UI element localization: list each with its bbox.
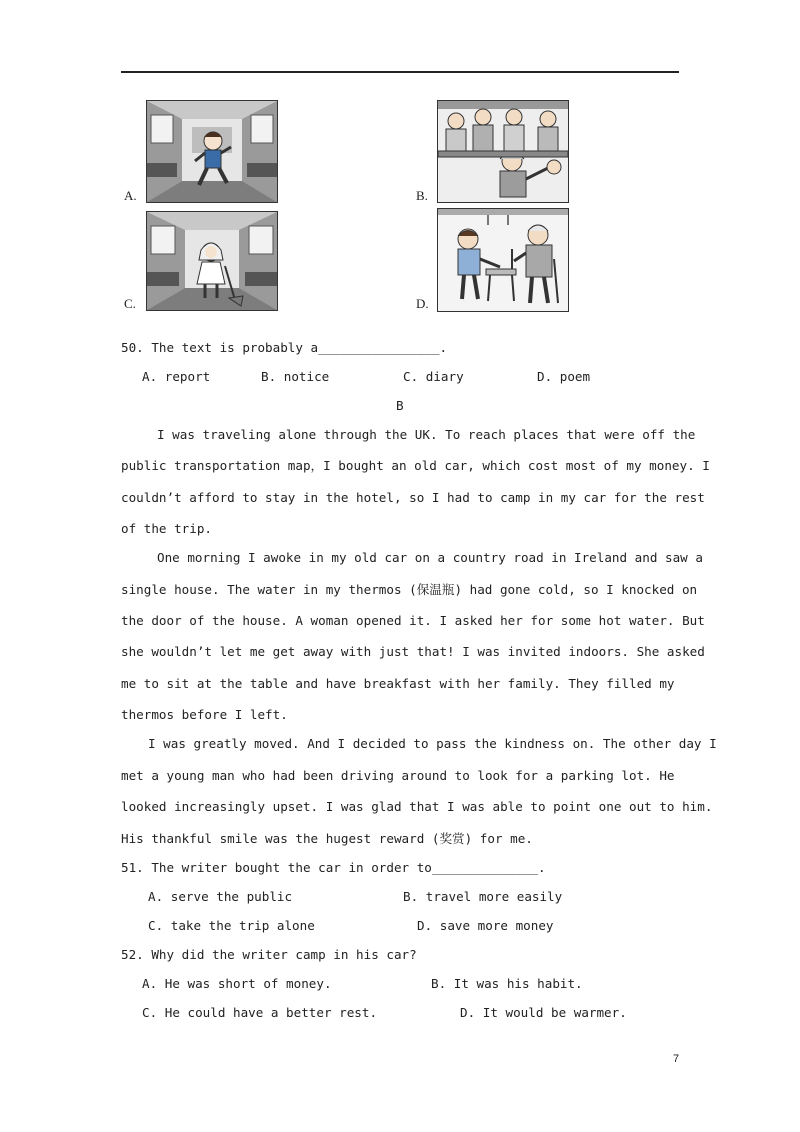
passage-line: His thankful smile was the hugest reward (奖赏) for me. xyxy=(121,831,533,846)
passage-line: of the trip. xyxy=(121,521,212,536)
picture-d-label: D. xyxy=(416,296,429,311)
q51-option-d: D. save more money xyxy=(417,918,554,933)
boy-helping-old-man-icon xyxy=(438,209,568,311)
q51-option-c: C. take the trip alone xyxy=(148,918,315,933)
q51-stem: 51. The writer bought the car in order to______________. xyxy=(121,860,546,875)
passage-line: public transportation map，I bought an old car, which cost most of my money. I xyxy=(121,458,710,473)
q52-option-d: D. It would be warmer. xyxy=(460,1005,627,1020)
page-number: 7 xyxy=(673,1053,680,1065)
q51-option-a: A. serve the public xyxy=(148,889,293,904)
section-heading: B xyxy=(396,398,404,413)
q51-option-b: B. travel more easily xyxy=(403,889,563,904)
picture-c xyxy=(146,211,278,311)
q50-option-d: D. poem xyxy=(537,369,591,384)
girl-sweeping-train-icon xyxy=(147,212,277,310)
q52-option-c: C. He could have a better rest. xyxy=(142,1005,378,1020)
passage-line: the door of the house. A woman opened it. I asked her for some hot water. But xyxy=(121,613,705,628)
q50-option-c: C. diary xyxy=(403,369,464,384)
picture-b-label: B. xyxy=(416,188,428,203)
passage-line: she wouldn’t let me get away with just that! I was invited indoors. She asked xyxy=(121,644,705,659)
passage-line: looked increasingly upset. I was glad that I was able to point one out to him. xyxy=(121,799,713,814)
passage-line: One morning I awoke in my old car on a country road in Ireland and saw a xyxy=(157,550,703,565)
top-rule xyxy=(121,71,679,73)
passage-line: couldn’t afford to stay in the hotel, so I had to camp in my car for the rest xyxy=(121,490,705,505)
picture-a xyxy=(146,100,278,203)
q50-stem: 50. The text is probably a________________. xyxy=(121,340,448,355)
passengers-on-bus-icon xyxy=(438,101,568,202)
passage-line: single house. The water in my thermos (保温瓶) had gone cold, so I knocked on xyxy=(121,582,698,597)
passage-line: I was greatly moved. And I decided to pass the kindness on. The other day I xyxy=(148,736,717,751)
passage-line: thermos before I left. xyxy=(121,707,288,722)
q50-option-b: B. notice xyxy=(261,369,330,384)
picture-d xyxy=(437,208,569,312)
picture-c-label: C. xyxy=(124,296,136,311)
passage-line: I was traveling alone through the UK. To reach places that were off the xyxy=(157,427,696,442)
passage-line: me to sit at the table and have breakfast with her family. They filled my xyxy=(121,676,675,691)
q50-option-a: A. report xyxy=(142,369,211,384)
boy-running-in-train-icon xyxy=(147,101,277,202)
q52-option-a: A. He was short of money. xyxy=(142,976,332,991)
picture-a-label: A. xyxy=(124,188,137,203)
picture-b xyxy=(437,100,569,203)
passage-line: met a young man who had been driving around to look for a parking lot. He xyxy=(121,768,675,783)
q52-stem: 52. Why did the writer camp in his car? xyxy=(121,947,417,962)
q52-option-b: B. It was his habit. xyxy=(431,976,583,991)
